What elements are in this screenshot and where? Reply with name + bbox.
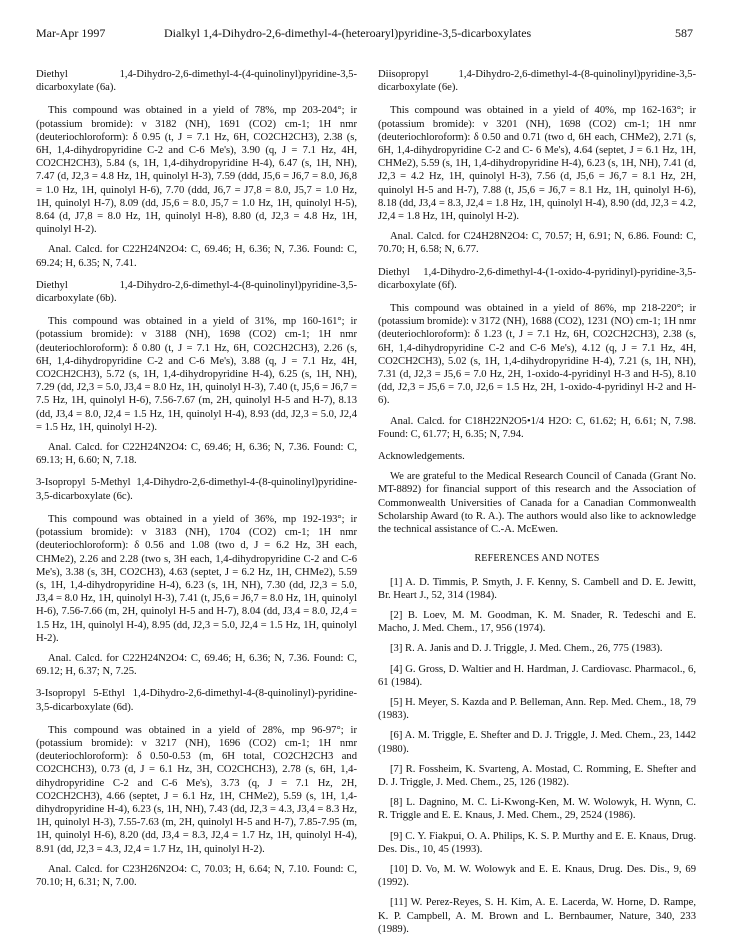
compound-6f-title: Diethyl 1,4-Dihydro-2,6-dimethyl-4-(1-oxido-4-pyridinyl)-pyridine-3,5-dicarboxylate (6f). <box>378 266 696 291</box>
compound-6b-title: Diethyl 1,4-Dihydro-2,6-dimethyl-4-(8-quinolinyl)pyridine-3,5-dicarboxylate (6b). <box>36 279 357 305</box>
compound-6c-title: 3-Isopropyl 5-Methyl 1,4-Dihydro-2,6-dimethyl-4-(8-quinolinyl)pyridine-3,5-dicarboxylate (6c). <box>36 477 357 502</box>
compound-6e-title: Diisopropyl 1,4-Dihydro-2,6-dimethyl-4-(8-quinolinyl)pyridine-3,5-dicarboxylate (6e). <box>378 69 696 94</box>
reference-item: [6] A. M. Triggle, E. Shefter and D. J. Triggle, J. Med. Chem., 23, 1442 (1980). <box>378 730 696 755</box>
reference-item: [8] L. Dagnino, M. C. Li-Kwong-Ken, M. W. Wolowyk, H. Wynn, C. R. Triggle and E. E. Knaus, J. Med. Chem., 29, 2524 (1986). <box>378 797 696 822</box>
compound-6a-title: Diethyl 1,4-Dihydro-2,6-dimethyl-4-(4-quinolinyl)pyridine-3,5-dicarboxylate (6a). <box>36 69 357 94</box>
reference-item: [2] B. Loev, M. M. Goodman, K. M. Snader, R. Tedeschi and E. Macho, J. Med. Chem., 17, 956 (1974). <box>378 609 696 635</box>
compound-6e-body: This compound was obtained in a yield of 40%, mp 162-163°; ir (potassium bromide): ν 3201 (NH), 1698 (CO2) cm-1; 1H nmr (deuteriochloroform): δ 0.50 and 0.71 (two d, 6H each, CHMe2), 2.71 (s, 6H, 1,4-dihydropyridine C-2 and C- 6 Me's), 4.64 (septet, J = 6.1 Hz, 1H, CHMe2), 5.59 (s, 1H, 1,4-dihydropyridine H-4), 6.23 (s, 1H, NH), 7.41 (d, J2,3 = 4.2 Hz, 1H, quinolyl H-3), 7.56 (d, J5,6 = J6,7 = 8.1 Hz, 2H, quinolyl H-5 and H-7), 7.88 (t, J5,6 = J6,7 = 8.1 Hz, 1H, quinolyl H-6), 8.18 (dd, J3,4 = 8.3, J2,4 = 1.8 Hz, 1H, quinolyl H-4), 8.90 (dd, J2,3 = 4.2, J2,4 = 1.8 Hz, 1H, quinolyl H-2). <box>378 105 696 223</box>
reference-item: [9] C. Y. Fiakpui, O. A. Philips, K. S. P. Murthy and E. E. Knaus, Drug. Des. Dis., 10, 45 (1993). <box>378 830 696 855</box>
references-heading: REFERENCES AND NOTES <box>474 553 600 565</box>
compound-6a-analysis: Anal. Calcd. for C22H24N2O4: C, 69.46; H, 6.36; N, 7.36. Found: C, 69.24; H, 6.35; N, 7.41. <box>36 244 357 269</box>
reference-item: [10] D. Vo, M. W. Wolowyk and E. E. Knaus, Drug. Des. Dis., 9, 69 (1992). <box>378 863 696 889</box>
issue-date: Mar-Apr 1997 <box>36 26 106 40</box>
references-list <box>378 576 696 936</box>
reference-item: [11] W. Perez-Reyes, S. H. Kim, A. E. Lacerda, W. Horne, D. Rampe, K. P. Campbell, A. M. Brown and L. Bernbaumer, Nature, 340, 233 (1989). <box>378 897 696 935</box>
compound-6e-analysis: Anal. Calcd. for C24H28N2O4: C, 70.57; H, 6.91; N, 6.86. Found: C, 70.70; H, 6.58; N, 6.77. <box>378 231 696 256</box>
acknowledgements-heading: Acknowledgements. <box>378 451 465 463</box>
acknowledgements-body: We are grateful to the Medical Research Council of Canada (Grant No. MT-8892) for financial support of this research and the Association of Commonwealth Universities of Canada for a Canadian Commonwealth Scholarship Award (to R. A.). The authors would also like to acknowledge the technical assistance of C.-A. McEwen. <box>378 471 696 536</box>
compound-6d-title: 3-Isopropyl 5-Ethyl 1,4-Dihydro-2,6-dimethyl-4-(8-quinolinyl)-pyridine-3,5-dicarboxylate (6d). <box>36 688 357 713</box>
right-column <box>378 68 696 943</box>
reference-item: [5] H. Meyer, S. Kazda and P. Belleman, Ann. Rep. Med. Chem., 18, 79 (1983). <box>378 696 696 722</box>
compound-6c-body: This compound was obtained in a yield of 36%, mp 192-193°; ir (potassium bromide): ν 3183 (NH), 1704 (CO2) cm-1; 1H nmr (deuteriochloroform): δ 0.56 and 1.08 (two d, J = 6.2 Hz, 3H each, CHMe2), 2.26 and 2.28 (two s, 3H each, 1,4-dihydropyridine C-2 and C-6 Me's), 3.38 (s, 3H, CO2CH3), 4.63 (septet, J = 6.2 Hz, 1H, CHMe2), 5.59 (s, 1H, 1,4-dihydropyridine H-4), 6.23 (s, 1H, NH), 7.30 (dd, J2,3 = 5.0, J3,4 = 8.0 Hz, 1H, quinolyl H-3), 7.41 (t, J5,6 = J6,7 = 8.0 Hz, 1H, quinolyl H-6), 7.56-7.66 (m, 2H, quinolyl H-5 and H-7), 8.04 (dd, J3,4 = 8.0, J2,4 = 1.5 Hz, 1H, quinolyl H-4), 8.95 (dd, J2,3 = 5.0, J2,4 = 1.5 Hz, 1H, quinolyl H-2). <box>36 513 358 644</box>
compound-6b-analysis: Anal. Calcd. for C22H24N2O4: C, 69.46; H, 6.36; N, 7.36. Found: C, 69.13; H, 6.60; N, 7.18. <box>36 442 357 467</box>
compound-6d-analysis: Anal. Calcd. for C23H26N2O4: C, 70.03; H, 6.64; N, 7.10. Found: C, 70.10; H, 6.31; N, 7.00. <box>36 863 357 888</box>
compound-6c-analysis: Anal. Calcd. for C22H24N2O4: C, 69.46; H, 6.36; N, 7.36. Found: C, 69.12; H, 6.37; N, 7.25. <box>36 652 357 678</box>
compound-6a-body: This compound was obtained in a yield of 78%, mp 203-204°; ir (potassium bromide): ν 3182 (NH), 1691 (CO2) cm-1; 1H nmr (deuteriochloroform): δ 0.95 (t, J = 7.1 Hz, 6H, CO2CH2CH3), 2.38 (s, 6H, 1,4-dihydropyridine C-2 and C-6 Me's), 3.90 (q, J = 7.1 Hz, 4H, CO2CH2CH3), 5.84 (s, 1H, 1,4-dihydropyridine H-4), 6.47 (s, 1H, NH), 7.47 (d, J2,3 = 4.8 Hz, 1H, quinolyl H-3), 7.59 (ddd, J5,6 = J6,7 = 8.0, J6,8 = 1.0 Hz, 1H, quinolyl H-6), 7.70 (ddd, J6,7 = J7,8 = 8.0, J5,7 = 1.0 Hz, 1H, quinolyl H-7), 8.09 (dd, J5,6 = 8.0, J5,7 = 1.0 Hz, 1H, quinolyl H-5), 8.64 (d, J7,8 = 8.0 Hz, 1H, quinolyl H-8), 8.80 (d, J2,3 = 4.8 Hz, 1H, quinolyl H-2). <box>36 105 357 236</box>
page-number: 587 <box>675 26 693 40</box>
left-column <box>36 68 357 898</box>
reference-item: [4] G. Gross, D. Waltier and H. Hardman, J. Cardiovasc. Pharmacol., 6, 61 (1984). <box>378 663 696 688</box>
compound-6b-body: This compound was obtained in a yield of 31%, mp 160-161°; ir (potassium bromide): ν 3188 (NH), 1698 (CO2) cm-1; 1H nmr (deuteriochloroform): δ 0.80 (t, J = 7.1 Hz, 6H, CO2CH2CH3), 2.26 (s, 6H, 1,4-dihydropyridine C-2 and C-6 Me's), 3.88 (q, J = 7.1 Hz, 4H, CO2CH2CH3), 5.72 (s, 1H, 1,4-dihydropyridine H-4), 6.25 (s, 1H, NH), 7.29 (dd, J2,3 = 5.0, J3,4 = 8.0 Hz, 1H, quinolyl H-3), 7.40 (t, J5,6 = J6,7 = 7.5 Hz, 1H, quinolyl H-6), 7.56-7.67 (m, 2H, quinolyl H-5 and H-7), 8.13 (dd, J3,4 = 8.0, J2,4 = 1.5 Hz, 1H, quinolyl H-4), 8.93 (dd, J2,3 = 5.0, J2,4 = 1.5 Hz, 1H, quinolyl H-2). <box>36 316 357 433</box>
compound-6d-body: This compound was obtained in a yield of 28%, mp 96-97°; ir (potassium bromide): ν 3217 (NH), 1696 (CO2) cm-1; 1H nmr (deuteriochloroform): δ 0.50-0.53 (m, 6H total, CO2CH2CH3 and CO2CHCH3), 0.73 (d, J = 6.1 Hz, 3H, CO2CHCH3), 2.78 (s, 6H, 1,4-dihydropyridine C-2 and C-6 Me's), 3.73 (q, J = 7.1 Hz, 2H, CO2CH2CH3), 4.66 (septet, J = 6.1 Hz, 1H, CHMe2), 5.59 (s, 1H, 1,4-dihydropyridine H-4), 6.23 (s, 1H, NH), 7.43 (dd, J2,3 = 4.3, J3,4 = 8.3 Hz, 1H, quinolyl H-3), 7.55-7.63 (m, 2H, quinolyl H-5 and H-7), 7.85-7.95 (m, 1H, quinolyl H-6), 8.20 (dd, J3,4 = 8.3, J2,4 = 1.7 Hz, 1H, quinolyl H-4), 8.91 (dd, J2,3 = 4.3, J2,4 = 1.7 Hz, 1H, quinolyl H-2). <box>36 724 357 855</box>
compound-6f-body: This compound was obtained in a yield of 86%, mp 218-220°; ir (potassium bromide): ν 3172 (NH), 1688 (CO2), 1231 (NO) cm-1; 1H nmr (deuteriochloroform): δ 1.23 (t, J = 7.1 Hz, 6H, CO2CH2CH3), 2.38 (s, 6H, 1,4-dihydropyridine C-2 and C-6 Me's), 4.12 (q, J = 7.1 Hz, 4H, CO2CH2CH3), 5.02 (s, 1H, 1,4-dihydropyridine H-4), 7.21 (s, 1H, NH), 7.31 (d, J2,3 = J5,6 = 7.0 Hz, 2H, 1-oxido-4-pyridinyl H-3 and H-5), 8.10 (dd, J2,3 = J5,6 = 7.0, J2,6 = 1.5 Hz, 2H, 1-oxido-4-pyridinyl H-2 and H-6). <box>378 303 696 407</box>
reference-item: [7] R. Fossheim, K. Svarteng, A. Mostad, C. Romming, E. Shefter and D. J. Triggle, J. Med. Chem., 25, 126 (1982). <box>378 763 696 788</box>
running-title: Dialkyl 1,4-Dihydro-2,6-dimethyl-4-(heteroaryl)pyridine-3,5-dicarboxylates <box>164 26 532 40</box>
running-header <box>36 26 693 44</box>
reference-item: [3] R. A. Janis and D. J. Triggle, J. Med. Chem., 26, 775 (1983). <box>390 643 663 655</box>
compound-6f-analysis: Anal. Calcd. for C18H22N2O5•1/4 H2O: C, 61.62; H, 6.61; N, 7.98. Found: C, 61.77; H, 6.35; N, 7.94. <box>378 415 696 440</box>
reference-item: [1] A. D. Timmis, P. Smyth, J. F. Kenny, S. Cambell and D. E. Jewitt, Br. Heart J., 52, 314 (1984). <box>378 576 696 601</box>
